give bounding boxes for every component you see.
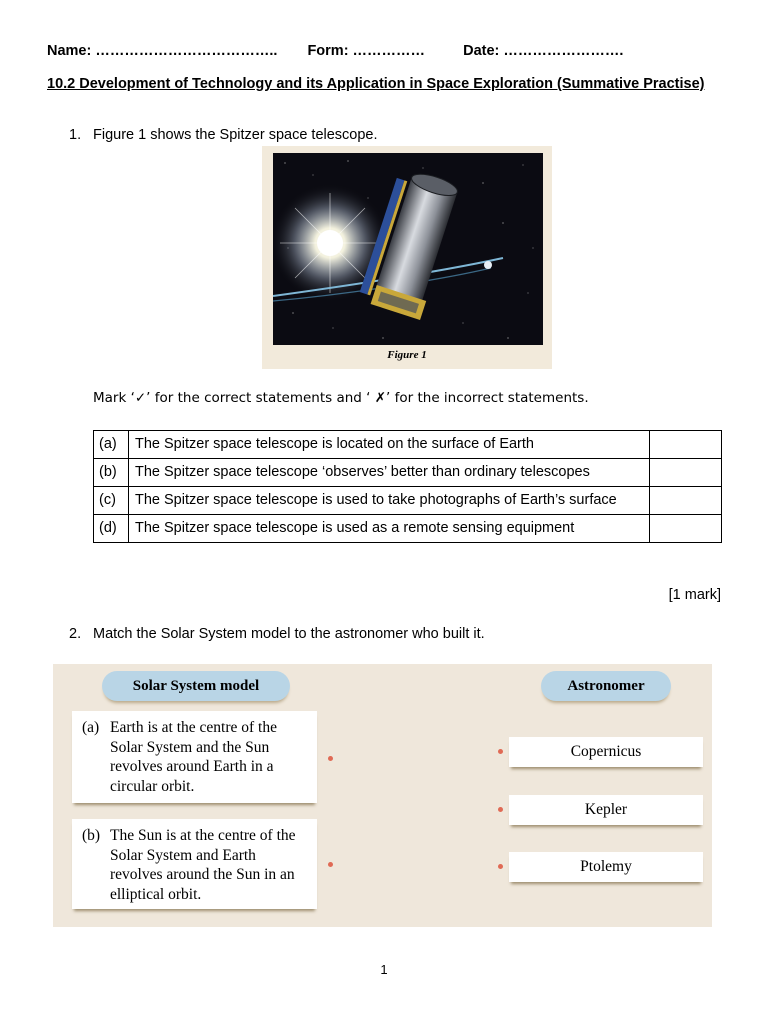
spitzer-illustration bbox=[273, 153, 543, 345]
question-2-text: Match the Solar System model to the astronomer who built it. bbox=[93, 626, 485, 642]
question-1 bbox=[69, 127, 378, 143]
question-2 bbox=[69, 626, 485, 642]
solar-system-model-heading: Solar System model bbox=[102, 671, 290, 701]
statement-cell: The Spitzer space telescope is used to take photographs of Earth’s surface bbox=[129, 487, 650, 515]
student-info-header bbox=[47, 43, 623, 59]
model-text: The Sun is at the centre of the Solar System and Earth revolves around the Sun in an elliptical orbit. bbox=[110, 827, 296, 903]
statements-table bbox=[93, 430, 722, 543]
table-row bbox=[94, 431, 722, 459]
model-text: Earth is at the centre of the Solar System and the Sun revolves around Earth in a circular orbit. bbox=[110, 719, 277, 795]
question-2-number: 2. bbox=[69, 626, 82, 642]
row-label: (c) bbox=[94, 487, 129, 515]
table-row bbox=[94, 459, 722, 487]
marking-instruction: Mark ‘✓’ for the correct statements and ‘ ✗’ for the incorrect statements. bbox=[93, 390, 589, 406]
date-field: Date: ……………………. bbox=[463, 43, 624, 59]
worksheet-title: 10.2 Development of Technology and its Application in Space Exploration (Summative Practise) bbox=[47, 76, 705, 92]
match-dot-kepler[interactable] bbox=[498, 807, 503, 812]
astronomer-kepler: Kepler bbox=[509, 795, 703, 825]
answer-cell[interactable] bbox=[650, 459, 722, 487]
answer-cell[interactable] bbox=[650, 431, 722, 459]
astronomer-ptolemy: Ptolemy bbox=[509, 852, 703, 882]
row-label: (d) bbox=[94, 515, 129, 543]
table-row bbox=[94, 487, 722, 515]
model-label: (a) bbox=[82, 719, 100, 736]
row-label: (a) bbox=[94, 431, 129, 459]
page-number: 1 bbox=[380, 962, 388, 977]
answer-cell[interactable] bbox=[650, 487, 722, 515]
match-dot-model-a[interactable] bbox=[328, 756, 333, 761]
match-dot-copernicus[interactable] bbox=[498, 749, 503, 754]
spitzer-telescope-image bbox=[273, 153, 543, 345]
answer-cell[interactable] bbox=[650, 515, 722, 543]
statement-cell: The Spitzer space telescope is used as a remote sensing equipment bbox=[129, 515, 650, 543]
model-card-a bbox=[72, 711, 317, 803]
astronomer-copernicus: Copernicus bbox=[509, 737, 703, 767]
matching-panel bbox=[53, 664, 712, 927]
statement-cell: The Spitzer space telescope is located on the surface of Earth bbox=[129, 431, 650, 459]
astronomer-heading: Astronomer bbox=[541, 671, 671, 701]
figure-caption: Figure 1 bbox=[387, 349, 427, 361]
statement-cell: The Spitzer space telescope ‘observes’ better than ordinary telescopes bbox=[129, 459, 650, 487]
question-1-number: 1. bbox=[69, 127, 82, 143]
model-card-b bbox=[72, 819, 317, 909]
match-dot-ptolemy[interactable] bbox=[498, 864, 503, 869]
figure-1 bbox=[262, 146, 552, 369]
row-label: (b) bbox=[94, 459, 129, 487]
match-dot-model-b[interactable] bbox=[328, 862, 333, 867]
table-row bbox=[94, 515, 722, 543]
model-label: (b) bbox=[82, 827, 101, 844]
name-field: Name: ……………………………….. bbox=[47, 43, 278, 59]
question-1-text: Figure 1 shows the Spitzer space telescope. bbox=[93, 127, 378, 143]
form-field: Form: …………… bbox=[307, 43, 426, 59]
marks-label: [1 mark] bbox=[668, 587, 721, 603]
